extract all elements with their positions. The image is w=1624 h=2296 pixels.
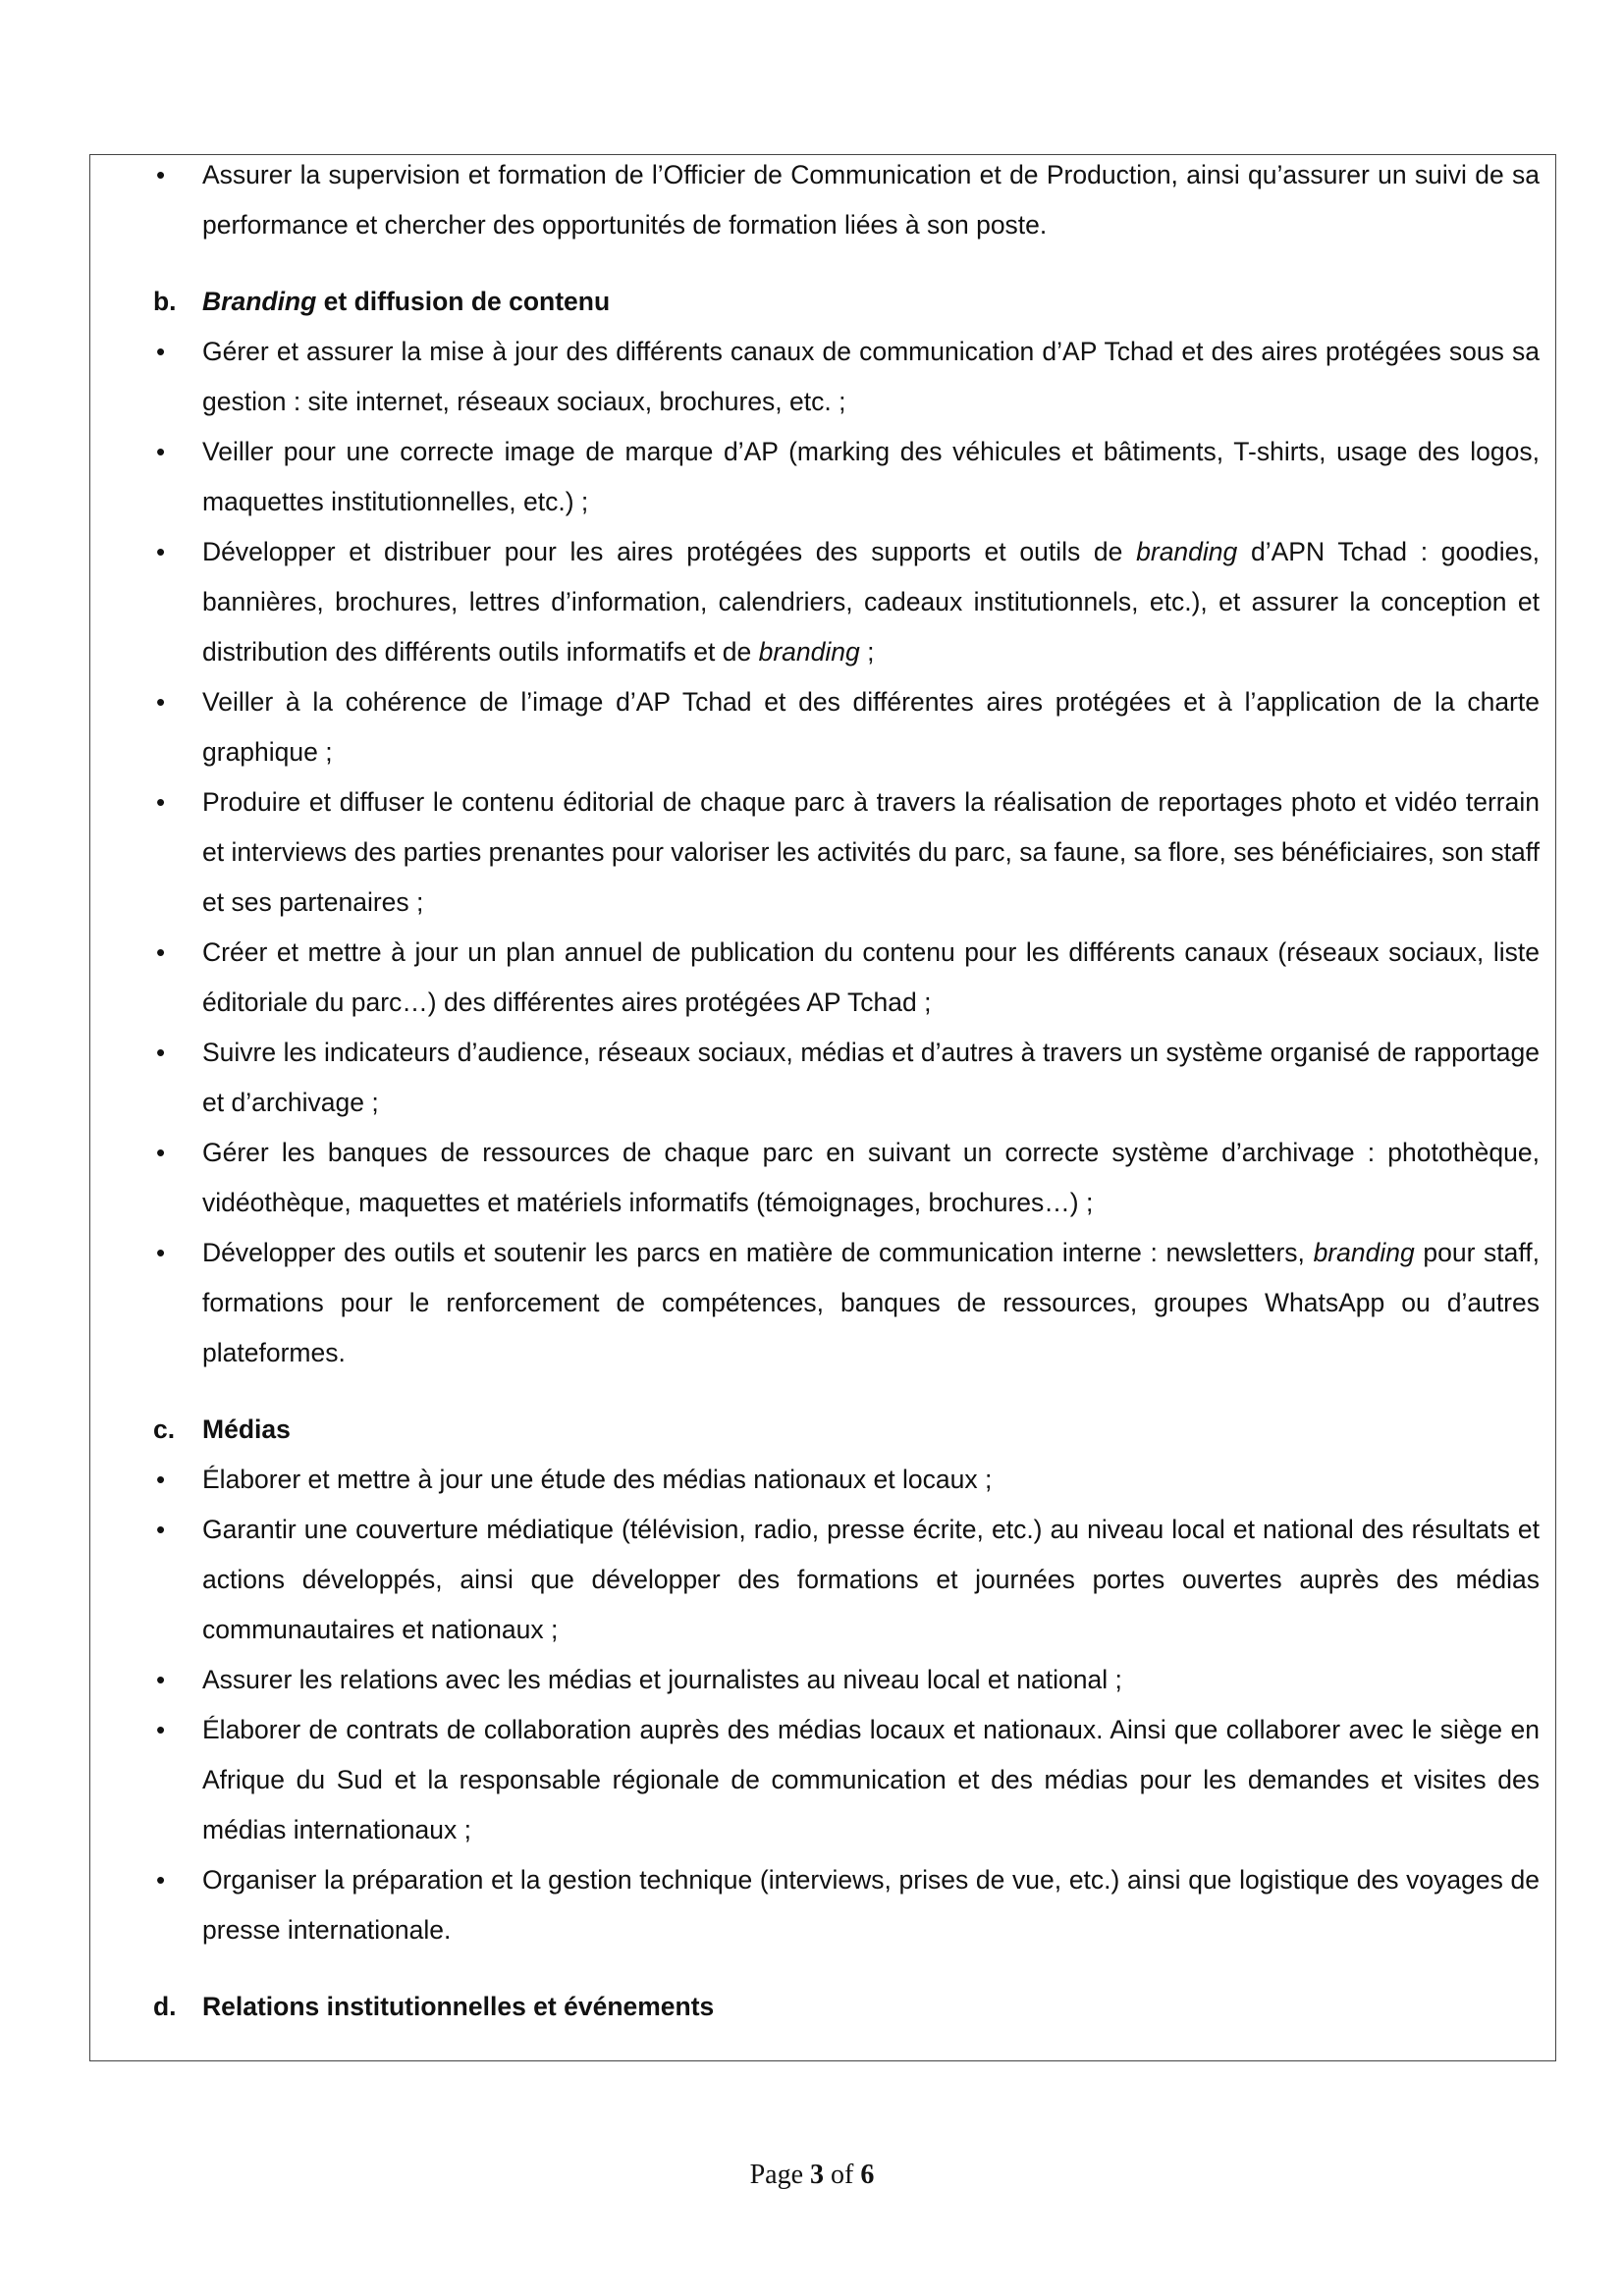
- list-item: • Élaborer de contrats de collaboration auprès des médias locaux et nationaux. Ainsi que collaborer avec le siège en Afrique du Sud et la responsable régionale de communication et des médias pour les demandes et visites des médias internationaux ;: [202, 1705, 1540, 1855]
- bullet-icon: •: [156, 1865, 166, 1895]
- section-b-title: et diffusion de contenu: [316, 287, 611, 316]
- bullet-icon: •: [156, 1465, 166, 1494]
- section-b-heading: [153, 277, 1624, 327]
- page-word: Page: [749, 2160, 804, 2190]
- bullet-icon: •: [156, 1138, 166, 1167]
- bullet-icon: •: [156, 160, 166, 189]
- section-b-title-italic: Branding: [202, 287, 317, 316]
- list-item: • Assurer les relations avec les médias et journalistes au niveau local et national ;: [202, 1655, 1540, 1705]
- section-c-title: Médias: [202, 1415, 291, 1444]
- section-a-tail-list: [0, 0, 1624, 250]
- current-page-number: 3: [810, 2160, 825, 2190]
- list-item: • Développer des outils et soutenir les parcs en matière de communication interne : newsletters, branding pour staff, formations pour le renforcement de compétences, banques de ressources, groupes WhatsApp ou d’autres plateformes.: [202, 1228, 1540, 1378]
- list-item: • Élaborer et mettre à jour une étude des médias nationaux et locaux ;: [202, 1455, 1540, 1505]
- list-item: • Suivre les indicateurs d’audience, réseaux sociaux, médias et d’autres à travers un système organisé de rapportage et d’archivage ;: [202, 1028, 1540, 1128]
- bullet-icon: •: [156, 1665, 166, 1694]
- bullet-icon: •: [156, 787, 166, 817]
- section-c-heading: [153, 1405, 1624, 1455]
- page-footer: [0, 2160, 1624, 2191]
- section-b-letter: b.: [153, 287, 177, 316]
- bullet-icon: •: [156, 1038, 166, 1067]
- bullet-icon: •: [156, 1515, 166, 1544]
- section-b-list: [0, 327, 1624, 1378]
- total-page-number: 6: [860, 2160, 875, 2190]
- bullet-icon: •: [156, 1715, 166, 1744]
- bullet-icon: •: [156, 337, 166, 366]
- list-item: • Gérer les banques de ressources de chaque parc en suivant un correcte système d’archivage : photothèque, vidéothèque, maquettes et matériels informatifs (témoignages, brochures…) ;: [202, 1128, 1540, 1228]
- of-word: of: [831, 2160, 854, 2190]
- list-item: • Créer et mettre à jour un plan annuel de publication du contenu pour les différents canaux (réseaux sociaux, liste éditoriale du parc…) des différentes aires protégées AP Tchad ;: [202, 928, 1540, 1028]
- bullet-icon: •: [156, 437, 166, 466]
- list-item: • Gérer et assurer la mise à jour des différents canaux de communication d’AP Tchad et des aires protégées sous sa gestion : site internet, réseaux sociaux, brochures, etc. ;: [202, 327, 1540, 427]
- list-item: • Développer et distribuer pour les aires protégées des supports et outils de branding d’APN Tchad : goodies, bannières, brochures, lettres d’information, calendriers, cadeaux institutionnels, etc.), et assurer la conception et distribution des différents outils informatifs et de branding ;: [202, 527, 1540, 677]
- list-item: • Produire et diffuser le contenu éditorial de chaque parc à travers la réalisation de reportages photo et vidéo terrain et interviews des parties prenantes pour valoriser les activités du parc, sa faune, sa flore, ses bénéficiaires, son staff et ses partenaires ;: [202, 777, 1540, 928]
- bullet-icon: •: [156, 1238, 166, 1267]
- section-d-title: Relations institutionnelles et événements: [202, 1992, 715, 2021]
- list-item: • Garantir une couverture médiatique (télévision, radio, presse écrite, etc.) au niveau local et national des résultats et actions développés, ainsi que développer des formations et journées portes ouvertes auprès des médias communautaires et nationaux ;: [202, 1505, 1540, 1655]
- section-d-letter: d.: [153, 1992, 177, 2021]
- section-d-heading: [153, 1982, 1624, 2032]
- section-c-letter: c.: [153, 1415, 176, 1444]
- list-item: • Veiller à la cohérence de l’image d’AP Tchad et des différentes aires protégées et à l’application de la charte graphique ;: [202, 677, 1540, 777]
- bullet-icon: •: [156, 537, 166, 566]
- section-c-list: [0, 1455, 1624, 1955]
- list-item: • Assurer la supervision et formation de l’Officier de Communication et de Production, ainsi qu’assurer un suivi de sa performance et chercher des opportunités de formation liées à son poste.: [202, 150, 1540, 250]
- bullet-icon: •: [156, 687, 166, 717]
- list-item: • Organiser la préparation et la gestion technique (interviews, prises de vue, etc.) ainsi que logistique des voyages de presse internationale.: [202, 1855, 1540, 1955]
- list-item: • Veiller pour une correcte image de marque d’AP (marking des véhicules et bâtiments, T-shirts, usage des logos, maquettes institutionnelles, etc.) ;: [202, 427, 1540, 527]
- bullet-icon: •: [156, 937, 166, 967]
